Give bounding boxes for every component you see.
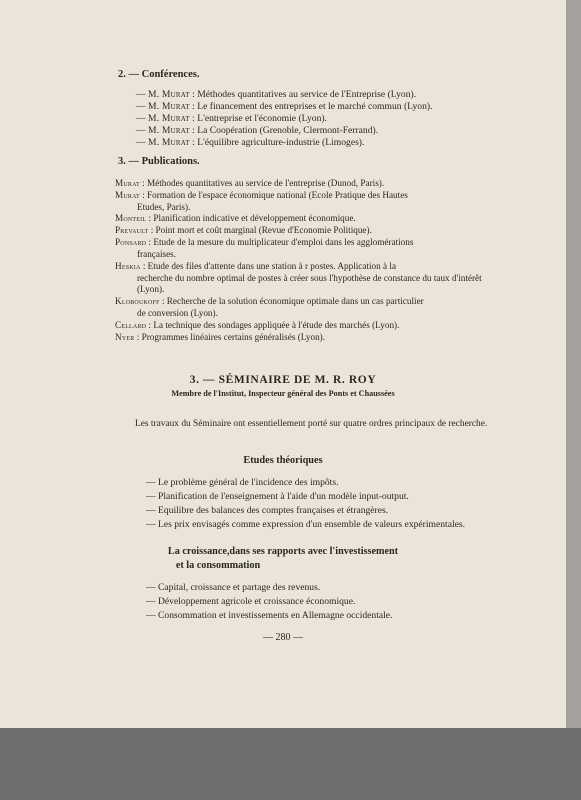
page-edge <box>566 0 581 728</box>
conferences-heading: 2. — Conférences. <box>118 69 200 80</box>
list-item: — M. Murat : L'équilibre agriculture-industrie (Limoges). <box>136 137 365 148</box>
list-item: — M. Murat : L'entreprise et l'économie (Lyon). <box>136 113 327 124</box>
publication-entry: Monteil : Planification indicative et développement économique. <box>115 213 356 223</box>
list-item: — Les prix envisagés comme expression d'un ensemble de valeurs expérimentales. <box>146 519 466 530</box>
section-heading-line: et la consommation <box>175 560 261 571</box>
list-item: — M. Murat : La Coopération (Grenoble, Clermont-Ferrand). <box>136 125 379 136</box>
publication-entry: Murat : Formation de l'espace économique national (Ecole Pratique des Hautes Etudes, Paris). <box>115 190 408 212</box>
seminar-subtitle: Membre de l'Institut, Inspecteur général des Ponts et Chaussées <box>171 389 395 398</box>
publication-entry: Murat : Méthodes quantitatives au service de l'entreprise (Dunod, Paris). <box>115 178 385 188</box>
publication-entry: Ponsard : Etude de la mesure du multiplicateur d'emploi dans les agglomérations françaises. <box>115 237 414 259</box>
publication-entry: Prevault : Point mort et coût marginal (Revue d'Economie Politique). <box>115 225 372 235</box>
page-number: — 280 — <box>263 632 303 643</box>
list-item: — Le problème général de l'incidence des impôts. <box>146 477 339 488</box>
seminar-title: 3. — SÉMINAIRE DE M. R. ROY <box>189 374 377 386</box>
list-item: — Equilibre des balances des comptes françaises et étrangères. <box>146 505 389 516</box>
publications-heading: 3. — Publications. <box>118 156 200 167</box>
publication-entry: Cellard : La technique des sondages appliquée à l'étude des marchés (Lyon). <box>115 320 400 330</box>
section-heading-theoretical: Etudes théoriques <box>243 455 323 466</box>
list-item: — M. Murat : Méthodes quantitatives au service de l'Entreprise (Lyon). <box>136 89 417 100</box>
list-item: — Consommation et investissements en Allemagne occidentale. <box>146 610 393 621</box>
list-item: — M. Murat : Le financement des entreprises et le marché commun (Lyon). <box>136 101 433 112</box>
list-item: — Développement agricole et croissance économique. <box>146 596 356 607</box>
list-item: — Planification de l'enseignement à l'aide d'un modèle input-output. <box>146 491 409 502</box>
publication-entry: Kloboukoff : Recherche de la solution économique optimale dans un cas particulier de conversion (Lyon). <box>115 296 424 318</box>
section-heading-growth <box>0 545 566 573</box>
list-item: — Capital, croissance et partage des revenus. <box>146 582 321 593</box>
scan-shadow <box>0 728 581 800</box>
section-heading-line: La croissance,dans ses rapports avec l'investissement <box>167 546 399 557</box>
publication-entry: Heskia : Etude des files d'attente dans une station à r postes. Application à la recherche du nombre optimal de postes à créer sous l'hypothèse de constance du taux d'intérêt (Lyon). <box>115 261 482 295</box>
publication-entry: Nyer : Programmes linéaires certains généralisés (Lyon). <box>115 332 326 342</box>
seminar-intro: Les travaux du Séminaire ont essentiellement porté sur quatre ordres principaux de recherche. <box>135 419 488 429</box>
